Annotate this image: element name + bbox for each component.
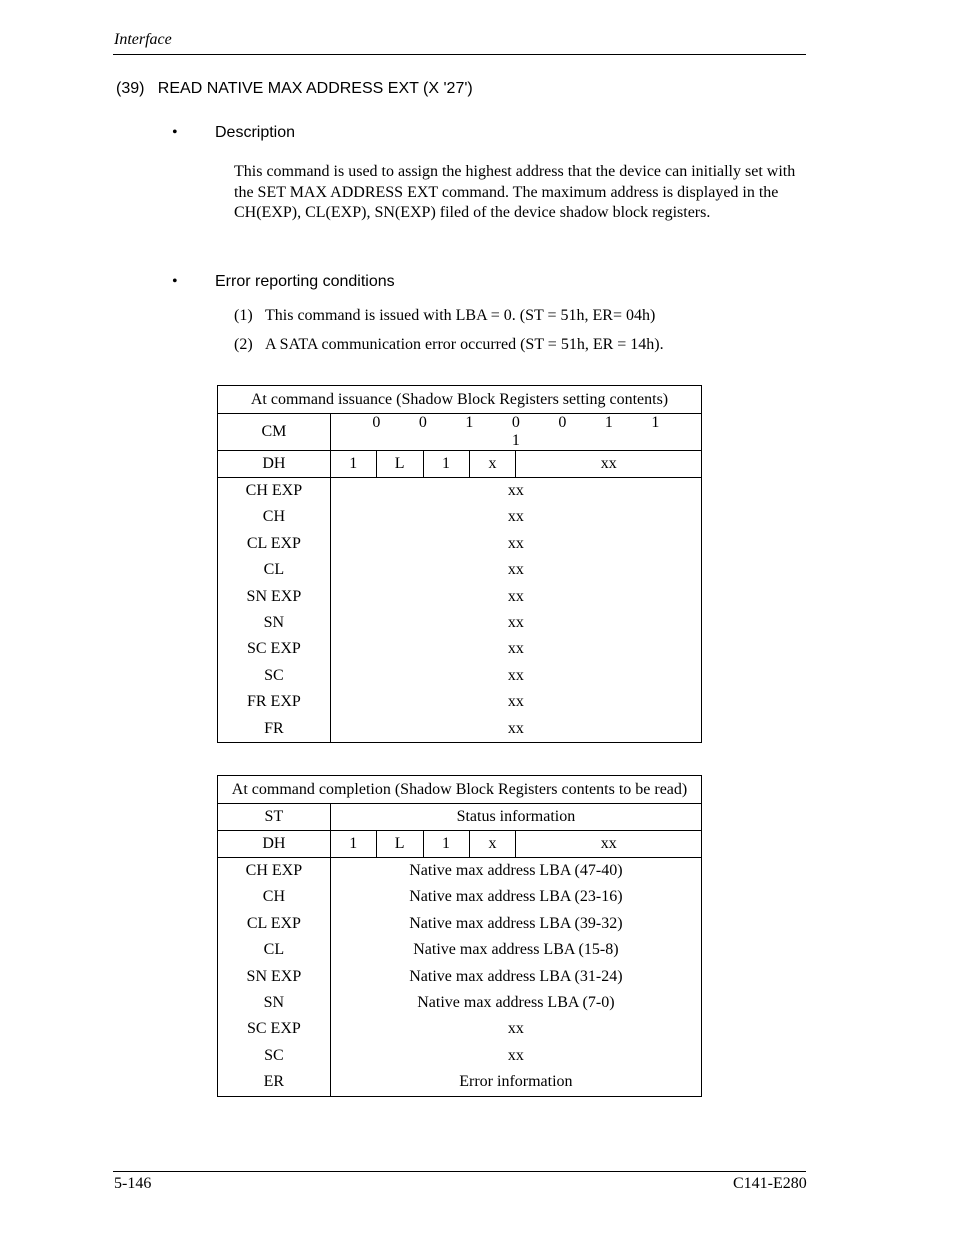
bit-value: 1 <box>330 831 376 858</box>
register-label: CH <box>262 888 285 906</box>
register-label: CH EXP <box>245 482 303 499</box>
register-label: SC <box>264 1046 284 1064</box>
register-label: CL <box>263 941 285 959</box>
description-heading: Description <box>215 124 296 141</box>
bit-value: 1 <box>604 414 613 431</box>
register-value: Native max address LBA (47-40) <box>409 862 623 879</box>
bit-value: 1 <box>423 451 469 478</box>
register-label: SN EXP <box>246 587 302 605</box>
error-heading: Error reporting conditions <box>215 273 395 290</box>
register-value-column <box>330 858 701 1097</box>
bullet-icon: • <box>172 273 178 290</box>
register-value: xx <box>507 640 524 658</box>
register-value-column <box>330 478 701 743</box>
status-value: Status information <box>330 804 701 831</box>
bit-value: L <box>376 831 423 858</box>
register-value: xx <box>507 534 524 552</box>
bit-value: 1 <box>511 432 520 449</box>
footer-rule <box>113 1171 806 1172</box>
register-label: CH <box>262 508 285 526</box>
register-value: xx <box>507 1046 524 1064</box>
register-value: Native max address LBA (39-32) <box>409 914 623 932</box>
register-label: SN <box>263 613 285 631</box>
document-id: C141-E280 <box>733 1175 807 1192</box>
register-value: Native max address LBA (7-0) <box>417 993 615 1011</box>
page-number: 5-146 <box>114 1175 152 1192</box>
register-value: Native max address LBA (15-8) <box>413 941 619 959</box>
register-value: xx <box>507 482 524 499</box>
register-label-dh: DH <box>218 831 331 858</box>
section-title: (39) READ NATIVE MAX ADDRESS EXT (X '27') <box>116 80 473 97</box>
bit-value: x <box>469 451 516 478</box>
register-value: Native max address LBA (31-24) <box>409 967 623 985</box>
register-label-column <box>218 478 331 743</box>
bit-value: 0 <box>558 414 567 431</box>
issuance-register-table <box>217 385 702 743</box>
register-value: Error information <box>459 1073 573 1091</box>
bit-value: 1 <box>465 414 474 431</box>
table-caption: At command issuance (Shadow Block Registers setting contents) <box>218 386 702 414</box>
bit-value: 1 <box>651 414 660 431</box>
register-label: CL EXP <box>246 534 301 552</box>
cm-bits <box>330 414 701 451</box>
register-label-column <box>218 858 331 1097</box>
bit-value: 1 <box>423 831 469 858</box>
register-value: xx <box>507 561 524 579</box>
header-rule <box>113 54 806 55</box>
condition-text: A SATA communication error occurred (ST = 51h, ER = 14h). <box>265 336 664 353</box>
register-value: xx <box>507 693 524 711</box>
register-value: Native max address LBA (23-16) <box>409 888 623 906</box>
bullet-icon: • <box>172 124 178 141</box>
description-paragraph: This command is used to assign the highest address that the device can initially set with the SET MAX ADDRESS EXT command. The maximum address is displayed in the CH(EXP), CL(EXP), SN(EXP) filed of the device shadow block registers. <box>234 163 796 221</box>
register-label: ER <box>263 1073 285 1091</box>
register-label-dh: DH <box>218 451 331 478</box>
register-label: SC <box>264 666 284 684</box>
bit-value: x <box>469 831 516 858</box>
table-caption: At command completion (Shadow Block Registers contents to be read) <box>218 776 702 804</box>
bit-value: L <box>376 451 423 478</box>
register-value: xx <box>507 508 524 526</box>
condition-number: (1) <box>234 307 253 324</box>
condition-text: This command is issued with LBA = 0. (ST = 51h, ER= 04h) <box>265 307 656 324</box>
register-label: SN <box>263 993 285 1011</box>
register-label-cm: CM <box>218 414 331 451</box>
bit-value: 0 <box>418 414 427 431</box>
register-label: CH EXP <box>245 862 303 879</box>
register-label: FR <box>264 719 284 737</box>
bit-value: xx <box>516 451 702 478</box>
register-label: SC EXP <box>246 1020 301 1038</box>
bit-value: 0 <box>511 414 520 431</box>
error-condition-2 <box>234 336 664 354</box>
register-label: SC EXP <box>246 640 301 658</box>
register-value: xx <box>507 1020 524 1038</box>
completion-register-table <box>217 775 702 1097</box>
running-header: Interface <box>114 31 172 48</box>
register-value: xx <box>507 613 524 631</box>
error-condition-1 <box>234 307 655 325</box>
register-label: CL <box>263 561 285 579</box>
bit-value: xx <box>516 831 702 858</box>
register-label: CL EXP <box>246 914 301 932</box>
register-value: xx <box>507 666 524 684</box>
bit-value: 0 <box>372 414 381 431</box>
register-label: FR EXP <box>246 693 301 711</box>
register-label-st: ST <box>218 804 331 831</box>
register-label: SN EXP <box>246 967 302 985</box>
bit-value: 1 <box>330 451 376 478</box>
condition-number: (2) <box>234 336 253 353</box>
register-value: xx <box>507 587 524 605</box>
register-value: xx <box>507 719 524 737</box>
